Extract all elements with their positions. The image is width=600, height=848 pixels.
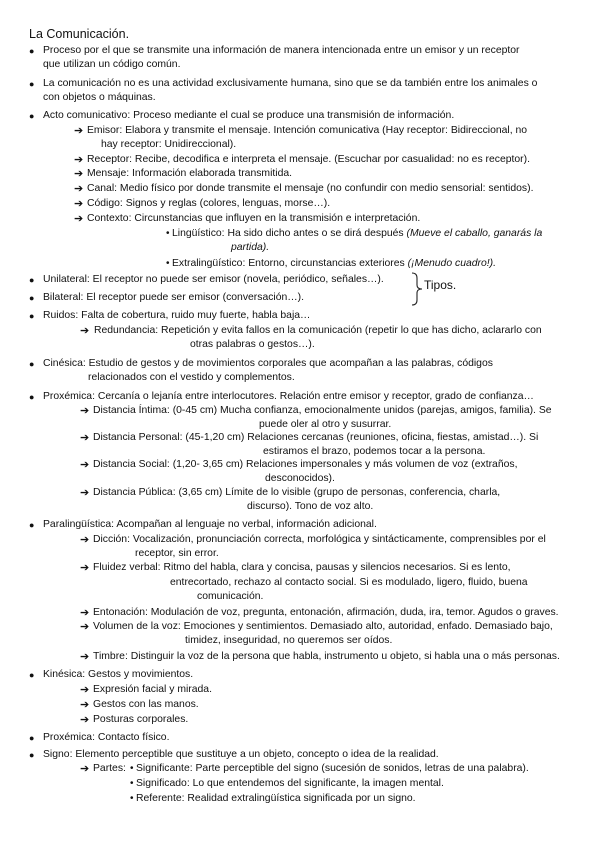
arrow-icon: ➔	[80, 562, 90, 574]
text-line: Distancia Social: (1,20- 3,65 cm) Relaciones impersonales y más volumen de voz (extraños,	[93, 459, 518, 470]
text-line: partida).	[231, 242, 270, 253]
text-line: puede oler al otro y susurrar.	[259, 419, 392, 430]
arrow-icon: ➔	[80, 714, 90, 726]
bullet: ●	[29, 275, 35, 285]
bullet: ●	[29, 520, 35, 530]
dot: •	[166, 228, 170, 239]
arrow-icon: ➔	[80, 699, 90, 711]
arrow-icon: ➔	[80, 459, 90, 471]
text-line: Extralingüístico: Entorno, circunstancias exteriores (¡Menudo cuadro!).	[172, 258, 497, 269]
text-line: discurso). Tono de voz alto.	[247, 501, 374, 512]
bullet: ●	[29, 750, 35, 760]
bullet: ●	[29, 79, 35, 89]
text-line: Mensaje: Información elaborada transmitida.	[87, 168, 293, 179]
text-line: Timbre: Distinguir la voz de la persona que habla, instrumento u objeto, si habla una o más personas.	[93, 651, 560, 662]
text-line: que utilizan un código común.	[43, 59, 181, 70]
text-line: Volumen de la voz: Emociones y sentimientos. Demasiado alto, autoridad, enfado. Demasiado bajo,	[93, 621, 553, 632]
arrow-icon: ➔	[80, 763, 90, 775]
text-line: Distancia Pública: (3,65 cm) Límite de lo visible (grupo de personas, conferencia, charla,	[93, 487, 501, 498]
text-line: Fluidez verbal: Ritmo del habla, clara y concisa, pausas y silencios necesarios. Si es lento,	[93, 562, 511, 573]
text-line: Posturas corporales.	[93, 714, 189, 725]
arrow-icon: ➔	[74, 168, 84, 180]
dot: •	[166, 258, 170, 269]
arrow-icon: ➔	[74, 198, 84, 210]
arrow-icon: ➔	[74, 183, 84, 195]
text-line: Receptor: Recibe, decodifica e interpreta el mensaje. (Escuchar por casualidad: no es receptor).	[87, 154, 530, 165]
dot: •	[130, 763, 134, 774]
text-line: Distancia Íntima: (0-45 cm) Mucha confianza, emocionalmente unidos (parejas, amigos, familia). Se	[93, 405, 552, 416]
text-line: otras palabras o gestos…).	[190, 339, 315, 350]
arrow-icon: ➔	[80, 432, 90, 444]
text-line: Proxémica: Cercanía o lejanía entre interlocutores. Relación entre emisor y receptor, grado de confianza…	[43, 391, 534, 402]
dot: •	[130, 793, 134, 804]
arrow-icon: ➔	[74, 213, 84, 225]
text-line: Proceso por el que se transmite una información de manera intencionada entre un emisor y un receptor	[43, 45, 520, 56]
text-line: Cinésica: Estudio de gestos y de movimientos corporales que acompañan a las palabras, códigos	[43, 358, 493, 369]
text-line: receptor, sin error.	[135, 548, 219, 559]
text-line: La comunicación no es una actividad exclusivamente humana, sino que se da también entre los animales o	[43, 78, 538, 89]
tipos-label: Tipos.	[424, 278, 457, 292]
arrow-icon: ➔	[80, 534, 90, 546]
bullet: ●	[29, 733, 35, 743]
text-line: Referente: Realidad extralingüística significada por un signo.	[136, 793, 416, 804]
text-line: Significante: Parte perceptible del signo (sucesión de sonidos, letras de una palabra).	[136, 763, 529, 774]
arrow-icon: ➔	[74, 125, 84, 137]
text-line: Partes:	[93, 763, 126, 774]
bullet: ●	[29, 670, 35, 680]
text-line: con objetos o máquinas.	[43, 92, 156, 103]
arrow-icon: ➔	[80, 487, 90, 499]
text-line: Código: Signos y reglas (colores, lenguas, morse…).	[87, 198, 331, 209]
dot: •	[130, 778, 134, 789]
text-line: entrecortado, rechazo al contacto social. Si es modulado, ligero, fluido, buena	[170, 577, 528, 588]
text-line: comunicación.	[197, 591, 264, 602]
bullet: ●	[29, 392, 35, 402]
arrow-icon: ➔	[80, 684, 90, 696]
arrow-icon: ➔	[80, 405, 90, 417]
text-line: relacionados con el vestido y complementos.	[88, 372, 295, 383]
text-line: Lingüístico: Ha sido dicho antes o se dirá después (Mueve el caballo, ganarás la	[172, 228, 543, 239]
text-line: Dicción: Vocalización, pronunciación correcta, morfológica y sintácticamente, comprensibles por el	[93, 534, 546, 545]
text-line: Canal: Medio físico por donde transmite el mensaje (no confundir con medio sensorial: sentidos).	[87, 183, 534, 194]
arrow-icon: ➔	[80, 607, 90, 619]
text-line: Contexto: Circunstancias que influyen en la transmisión e interpretación.	[87, 213, 421, 224]
curly-brace-icon	[410, 272, 424, 306]
text-line: hay receptor: Unidireccional).	[101, 139, 237, 150]
bullet: ●	[29, 46, 35, 56]
text-line: Distancia Personal: (45-1,20 cm) Relaciones cercanas (reuniones, oficina, fiestas, amistad…). Si	[93, 432, 539, 443]
text-line: Entonación: Modulación de voz, pregunta, entonación, afirmación, duda, ira, temor. Agudos o graves.	[93, 607, 559, 618]
arrow-icon: ➔	[74, 154, 84, 166]
text-line: Expresión facial y mirada.	[93, 684, 212, 695]
bullet: ●	[29, 359, 35, 369]
text-line: Proxémica: Contacto físico.	[43, 732, 170, 743]
text-line: Acto comunicativo: Proceso mediante el cual se produce una transmisión de información.	[43, 110, 455, 121]
bullet: ●	[29, 111, 35, 121]
text-line: Kinésica: Gestos y movimientos.	[43, 669, 194, 680]
text-line: estiramos el brazo, podemos tocar a la persona.	[263, 446, 486, 457]
arrow-icon: ➔	[80, 651, 90, 663]
text-line: Bilateral: El receptor puede ser emisor (conversación…).	[43, 292, 305, 303]
bullet: ●	[29, 293, 35, 303]
text-line: Redundancia: Repetición y evita fallos en la comunicación (repetir lo que has dicho, aclararlo con	[94, 325, 542, 336]
text-line: Significado: Lo que entendemos del significante, la imagen mental.	[136, 778, 444, 789]
text-line: Unilateral: El receptor no puede ser emisor (novela, periódico, señales…).	[43, 274, 384, 285]
text-line: Emisor: Elabora y transmite el mensaje. Intención comunicativa (Hay receptor: Bidireccional, no	[87, 125, 528, 136]
text-line: Gestos con las manos.	[93, 699, 199, 710]
arrow-icon: ➔	[80, 621, 90, 633]
arrow-icon: ➔	[80, 325, 90, 337]
page-title: La Comunicación.	[29, 27, 130, 41]
text-line: Paralingüística: Acompañan al lenguaje no verbal, información adicional.	[43, 519, 377, 530]
text-line: Ruidos: Falta de cobertura, ruido muy fuerte, habla baja…	[43, 310, 311, 321]
text-line: timidez, inseguridad, no queremos ser oídos.	[185, 635, 393, 646]
text-line: Signo: Elemento perceptible que sustituye a un objeto, concepto o idea de la realidad.	[43, 749, 439, 760]
bullet: ●	[29, 311, 35, 321]
text-line: desconocidos).	[265, 473, 335, 484]
